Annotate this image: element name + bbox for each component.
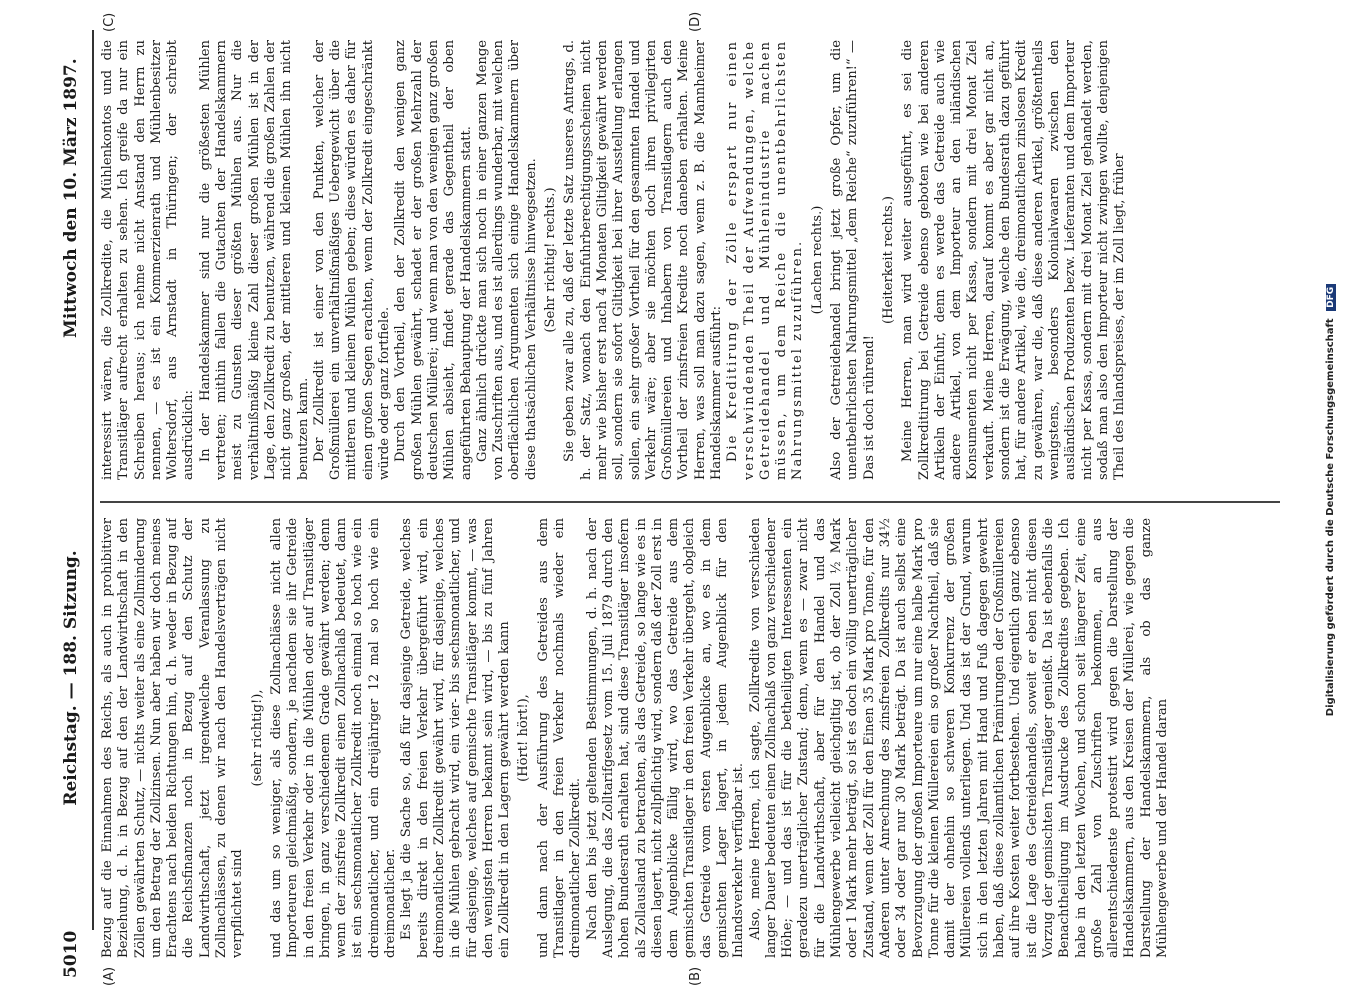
- header-left-title: Reichstag. — 188. Sitzung.: [61, 550, 81, 806]
- paragraph: Bezug auf die Einnahmen des Reichs, als auch in prohibitiver Beziehung, d. h. in Bezug auf den der Landwirthschaft in den Zöllen gewährten Schutz, — nichts weiter als eine Zollminderung um den Betrag der Zollzinsen. Nun aber haben wir doch meines Erachtens nach beiden Richtungen hin, d. h. weder in Bezug auf die Reichsfinanzen noch in Bezug auf den Schutz der Landwirthschaft, jetzt irgendwelche Veranlassung zu Zollnachlässen, zu denen wir nach den Handelsverträgen nicht verpflichtet sind: [100, 518, 246, 958]
- dfg-logo: DFG: [1326, 284, 1336, 311]
- credit-text: Digitalisierung gefördert durch die Deutsche Forschungsgemeinschaft: [1325, 318, 1336, 717]
- interjection: (Sehr richtig! rechts.): [543, 187, 559, 333]
- paragraph: Sie geben zwar alle zu, daß der letzte Satz unseres Antrags, d. h. der Satz, wonach den Einfuhrberechtigungsscheinen nicht mehr wie bisher erst nach 4 Monaten Giltigkeit gewährt werden soll, sondern sie sofort Giltigkeit bei ihrer Ausstellung erlangen sollen, ein sehr großer Vortheil für den gesammten Handel und Verkehr wäre; aber sie möchten doch ihren privilegirten Großmüllereien und Inhabern von Transitlagern auch den Vortheil der zinsfreien Kredite noch daneben erhalten. Meine Herren, was soll man dazu sagen, wenn z. B. die Mannheimer Handelskammer ausführt:: [562, 40, 724, 480]
- right-column: [100, 40, 1280, 480]
- quote-paragraph: Durch den Vortheil, den der Zollkredit den wenigen ganz großen Mühlen gewährt, schadet er der großen Mehrzahl der deutschen Müllerei; und wenn man von den wenigen ganz großen Mühlen absieht, findet gerade das Gegentheil der oben angeführten Behauptung der Handelskammern statt.: [393, 40, 474, 480]
- margin-mark-b: (B): [688, 966, 703, 986]
- interjection: (Heiterkeit rechts.): [880, 195, 896, 325]
- page-header: [55, 18, 89, 978]
- margin-mark-a: (A): [102, 966, 117, 986]
- paragraph: interessirt wären, die Zollkredite, die Mühlenkontos und die Transitläger aufrecht erhalten zu sehen. Ich greife da nur ein Schreiben heraus; ich nehme nicht Anstand den Herrn zu nennen, — es ist ein Kommerzienrath und Mühlenbesitzer Woltersdorf, aus Arnstadt in Thüringen; der schreibt ausdrücklich:: [100, 40, 197, 480]
- paragraph: Also der Getreidehandel bringt jetzt große Opfer, um die unentbehrlichsten Nahrungsmittel „dem Reiche“ zuzuführen!“ — Das ist doch rührend!: [829, 40, 877, 480]
- paragraph: und dann nach der Ausführung des Getreides aus dem Transitlager in den freien Verkehr nochmals wieder ein dreimonatlicher Zollkredit.: [535, 518, 584, 958]
- interjection: (Hört! hört!),: [516, 694, 532, 782]
- paragraph: Meine Herren, man wird weiter ausgeführt, es sei die Zollkreditirung bei Getreide ebenso geboten wie bei anderen Artikeln der Einfuhr, denn es werde das Getreide auch wie andere Artikel, von dem Importeur an den inländischen Konsumenten nicht per Kassa, sondern mit drei Monat Ziel verkauft. Meine Herren, darauf kommt es aber gar nicht an, sondern ist die Erwägung, welche den Bundesrath dazu geführt hat, für andere Artikel, wie die, dreimonatlichen zinslosen Kredit zu gewähren, war die, daß diese anderen Artikel, größtentheils wenigstens, besonders Kolonialwaaren zwischen den ausländischen Produzenten bezw. Lieferanten und dem Importeur nicht per Kassa, sondern mit drei Monat Ziel gehandelt werden, sodaß man also den Importeur nicht zwingen wollte, denjenigen Theil des Inlandspreises, der im Zoll liegt, früher: [900, 40, 1128, 480]
- interjection: (sehr richtig!),: [249, 689, 265, 787]
- quote-paragraph: Die Kreditirung der Zölle erspart nur einen verschwindenden Theil der Aufwendungen, welche Getreidehandel und Mühlenindustrie machen müssen, um dem Reiche die unentbehrlichsten Nahrungsmittel zuzuführen.: [725, 40, 806, 480]
- header-rule: [92, 30, 94, 930]
- paragraph: und das um so weniger, als diese Zollnachlässe nicht allen Importeuren gleichmäßig, sondern, je nachdem sie ihr Getreide in den freien Verkehr oder in die Mühlen oder auf Transitläger bringen, in ganz verschiedenem Grade gewährt werden; denn wenn der zinsfreie Zollkredit einen Zollnachlaß bedeutet, dann ist ein sechsmonatlicher Zollkredit noch einmal so hoch wie ein dreimonatlicher, und ein dreijähriger 12 mal so hoch wie ein dreimonatlicher.: [268, 518, 399, 958]
- paragraph: Nach den bis jetzt geltenden Bestimmungen, d. h. nach der Auslegung, die das Zolltarifgesetz vom 15. Juli 1879 durch den hohen Bundesrath erhalten hat, sind diese Transitläger insofern als Zollausland zu betrachten, als das Getreide, so lange wie es in diesen lagert, nicht zollpflichtig wird, sondern daß der Zoll erst in dem Augenblicke fällig wird, wo das Getreide aus dem gemischten Transitlager in den freien Verkehr übergeht, obgleich das Getreide vom ersten Augenblicke an, wo es in dem gemischten Lager lagert, in jedem Augenblick für den Inlandsverkehr verfügbar ist.: [584, 518, 747, 958]
- column-divider: [100, 502, 1280, 504]
- quote-paragraph: In der Handelskammer sind nur die größesten Mühlen vertreten; mithin fallen die Gutachten der Handelskammern meist zu Gunsten dieser größten Mühlen aus. Nur die verhältnißmäßig kleine Zahl dieser großen Mühlen ist in der Lage, den Zollkredit zu benutzen, während die großen Zahlen der nicht ganz großen, der mittleren und kleinen Mühlen ihn nicht benutzen kann.: [197, 40, 311, 480]
- page-number: 5010: [61, 930, 81, 978]
- margin-mark-c: (C): [102, 12, 117, 32]
- left-column: [100, 518, 1280, 958]
- paragraph: Ganz ähnlich drückte man sich noch in einer ganzen Menge von Zuschriften aus, und es ist allerdings wunderbar, mit welchen oberflächlichen Argumenten sich einige Handelskammern über diese thatsächlichen Verhältnisse hinwegsetzen.: [474, 40, 539, 480]
- digitization-credit: [1325, 0, 1336, 1000]
- header-right-title: Mittwoch den 10. März 1897.: [61, 58, 81, 338]
- quote-paragraph: Der Zollkredit ist einer von den Punkten, welcher der Großmüllerei ein unverhältnißmäßiges Uebergewicht über die mittleren und kleinen Mühlen geben; diese würden es daher für einen großen Segen erachten, wenn der Zollkredit eingeschränkt würde oder ganz fortfiele.: [311, 40, 393, 480]
- paragraph: Es liegt ja die Sache so, daß für dasjenige Getreide, welches bereits direkt in den freien Verkehr übergeführt wird, ein dreimonatlicher Zollkredit gewährt wird, für dasjenige, welches in die Mühlen gebracht wird, ein vier- bis sechsmonatlicher, und für dasjenige, welches auf gemischte Transitläger kommt, — was den wenigsten Herren bekannt sein wird, — bis zu fünf Jahren ein Zollkredit in den Lagern gewährt werden kann: [399, 518, 513, 958]
- paragraph: Also, meine Herren, ich sagte, Zollkredite von verschieden langer Dauer bedeuten einen Zollnachlaß von ganz verschiedener Höhe; — und das ist für die betheiligten Interessenten ein geradezu unerträglicher Zustand; denn, wenn es — zwar nicht für die Landwirthschaft, aber für den Handel und das Mühlengewerbe vielleicht gleichgiltig ist, ob der Zoll ½ Mark oder 1 Mark mehr beträgt, so ist es doch ein völlig unerträglicher Zustand, wenn der Zoll für den Einen 35 Mark pro Tonne, für den Anderen unter Anrechnung des zinsfreien Zollkredits nur 34½ oder 34 oder gar nur 30 Mark beträgt. Da ist auch selbst eine Bevorzugung der großen Importeure um nur eine halbe Mark pro Tonne für die kleinen Müllereien ein so großer Nachtheil, daß sie damit der ohnehin so schweren Konkurrenz der großen Müllereien vollends unterliegen. Und das ist der Grund, warum sich in den letzten Jahren mit Hand und Fuß dagegen gewehrt haben, daß diese zollamtlichen Prämirungen der Großmüllereien auf ihre Kosten weiter fortbestehen. Und eigentlich ganz ebenso ist die Lage des Getreidehandels, soweit er eben nicht diesen Vorzug der gemischten Transitläger genießt. Da ist ebenfalls die Benachtheiligung im Ausdrucke des Zollkredites gegeben. Ich habe in den letzten Wochen, und schon seit längerer Zeit, eine große Zahl von Zuschriften bekommen, an aus allerentschiedenste protestirt wird gegen die Darstellung der Handelskammern, aus den Kreisen der Müllerei, wie gegen die Darstellung der Handelskammern, als ob das ganze Mühlengewerbe und der Handel daran: [747, 518, 1170, 958]
- interjection: (Lachen rechts.): [809, 205, 825, 315]
- margin-mark-d: (D): [688, 11, 703, 32]
